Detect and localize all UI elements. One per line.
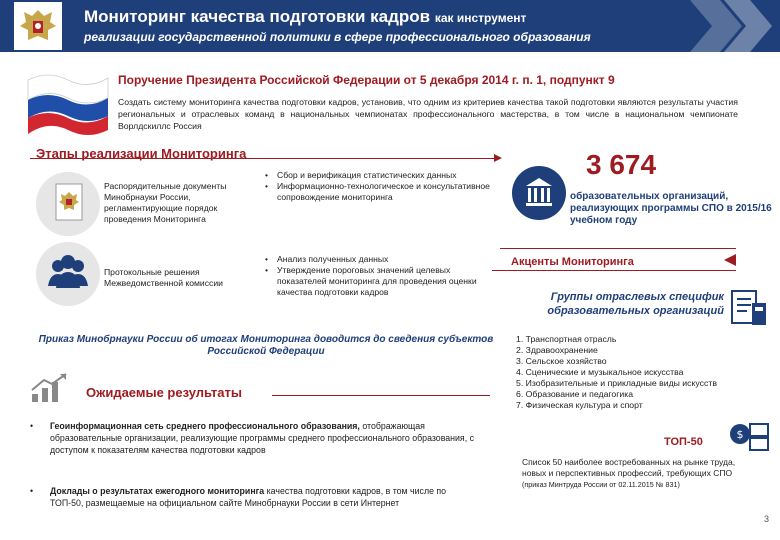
list-item: • Анализ полученных данных [265,254,485,265]
growth-chart-icon [30,372,70,404]
org-count-description: образовательных организаций, реализующих программы СПО в 2015/16 учебном году [570,191,772,226]
list-item: 2. Здравоохранение [516,345,598,355]
list-item: 4. Сценические и музыкальное искусства [516,367,684,377]
expected-item: • Доклады о результатах ежегодного мониторинга качества подготовки кадров, в том числе по ТОП-50, размещаемые на официальном сайте Минобрнауки России в сети Интернет [30,486,447,508]
order-note: Приказ Минобрнауки России об итогах Мониторинга доводится до сведения субъектов Российской Федерации [38,334,494,357]
stages-title: Этапы реализации Мониторинга [36,146,247,161]
svg-text:$: $ [736,428,744,441]
accents-divider [500,248,736,249]
order-text: Создать систему мониторинга качества подготовки кадров, установив, что одним из критериев качества такой подготовки являются результаты участия региональных и отраслевых команд в национальных чемпионатах профессионального мастерства, в том числе в национальном чемпионате Ворлдскиллс Россия [118,97,738,131]
coat-of-arms-icon [14,2,62,50]
russian-flag-icon [24,70,110,136]
sector-list [516,334,780,411]
list-item: • Сбор и верификация статистических данных [265,170,495,181]
stage2-document: Протокольные решения Межведомственной комиссии [104,267,223,288]
org-count: 3 674 [586,149,657,180]
page-title: Мониторинг качества подготовки кадров как инструмент [84,7,527,26]
top50-text: Список 50 наиболее востребованных на рынке труда, новых и перспективных профессий, требующих СПО (приказ Минтруда России от 02.11.2015 № 831) [522,457,736,489]
list-item: 1. Транспортная отрасль [516,334,617,344]
order-heading: Поручение Президента Российской Федерации от 5 декабря 2014 г. п. 1, подпункт 9 [118,73,615,87]
stage1-document: Распорядительные документы Минобрнауки России, регламентирующие порядок проведения Мониторинга [104,181,227,224]
accents-title: Акценты Мониторинга [511,256,634,268]
stage1-bullets [265,170,495,203]
expected-title: Ожидаемые результаты [86,385,242,400]
groups-title: Группы отраслевых специфик образовательных организаций [547,291,724,317]
accents-arrow-icon [724,254,736,266]
list-item: 7. Физическая культура и спорт [516,400,643,410]
list-item: • Утверждение пороговых значений целевых показателей мониторинга для проведения оценки качества подготовки кадров [265,265,485,298]
list-item: 5. Изобразительные и прикладные виды искусств [516,378,717,388]
money-icon [728,420,770,454]
people-group-icon [36,242,100,306]
top50-title: ТОП-50 [664,436,703,448]
expected-item: • Геоинформационная сеть среднего профессионального образования, отображающая образовательные организации, реализующие программы среднего профессионального образования, с доступом к показателям качества подготовки кадров [30,421,474,455]
stages-divider [30,158,500,159]
header-arrow-decoration [690,0,780,52]
list-item: 6. Образование и педагогика [516,389,634,399]
stages-arrow-icon [494,154,502,162]
page-subtitle: реализации государственной политики в сфере профессионального образования [84,30,591,44]
expected-divider [272,395,490,396]
list-item: 3. Сельское хозяйство [516,356,607,366]
header-bar [0,0,780,52]
bank-building-icon [512,166,566,220]
document-emblem-icon [36,172,100,236]
checklist-icon [728,289,770,329]
list-item: • Информационно-технологическое и консультативное сопровождение мониторинга [265,181,495,203]
page-number: 3 [764,514,770,524]
stage2-bullets [265,254,485,298]
